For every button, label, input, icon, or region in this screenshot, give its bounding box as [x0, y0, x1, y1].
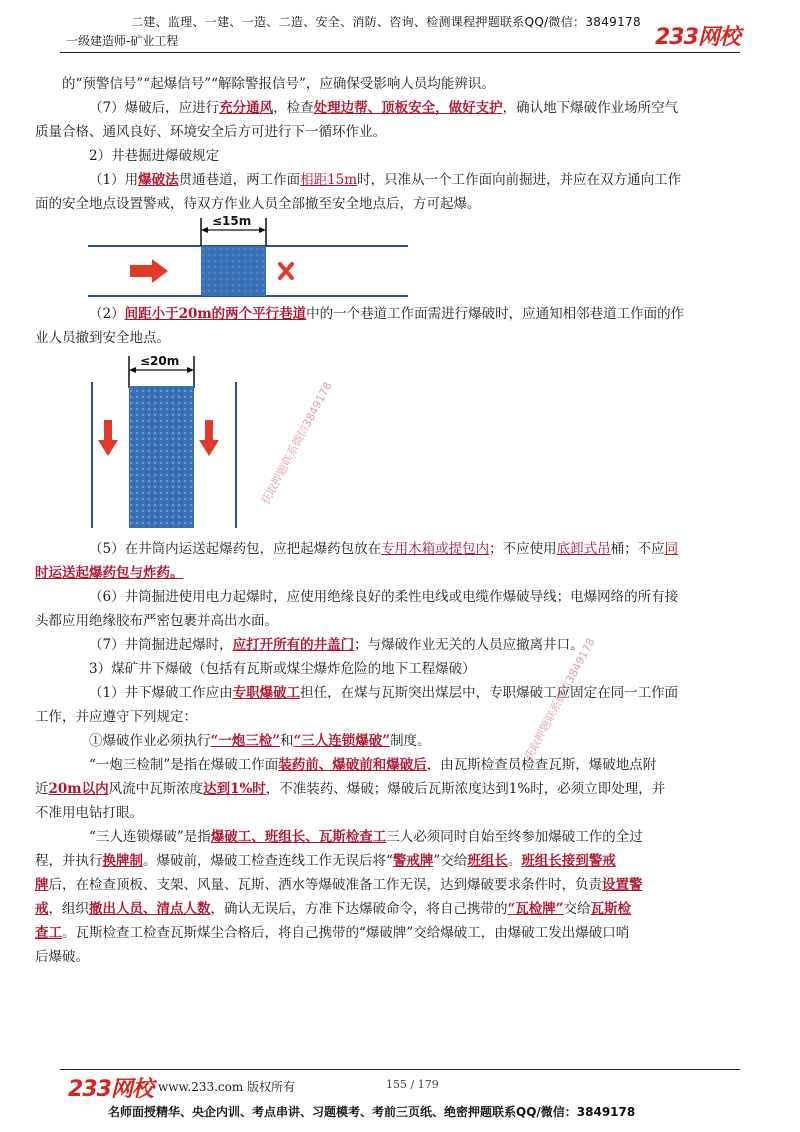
text: 三人必须同时自始至终参加爆破工作的全过 — [386, 829, 643, 845]
header-subject: 一级建造师-矿业工程 — [66, 34, 179, 48]
paragraph-shaft-transport — [35, 537, 742, 585]
text: ，不准装药、爆破；爆破后瓦斯浓度达到1%时，必须立即处理，并 — [265, 781, 666, 797]
text: （7）井筒掘进起爆时， — [89, 637, 233, 653]
key-term: 充分通风 — [219, 100, 274, 116]
text: 。瓦斯检查工检查瓦斯煤尘合格后，将自己携带的“爆破牌”交给爆破工，由爆破工发出爆破口哨 — [62, 925, 630, 941]
key-term: 装药前、爆破前和爆破后 — [278, 757, 427, 773]
text: 业人员撤到安全地点。 — [35, 330, 170, 346]
rock-pillar-block — [129, 386, 194, 528]
text: （6）井筒掘进使用电力起爆时，应使用绝缘良好的柔性电线或电缆作爆破导线；电爆网络的所有接 — [89, 589, 679, 605]
text: 担任，在煤与瓦斯突出煤层中，专职爆破工应固定在同一工作面 — [300, 685, 679, 701]
text: 2）井巷掘进爆破规定 — [89, 148, 220, 164]
key-term: 专职爆破工 — [232, 685, 301, 701]
key-term: 爆破工、班组长、瓦斯检查工 — [210, 829, 387, 845]
dimension-arrow-right — [259, 227, 266, 233]
paragraph-tunnel-breakthrough — [35, 168, 742, 216]
down-arrow-right-icon — [199, 420, 219, 456]
key-term: 相距15m — [300, 172, 358, 188]
dimension-arrow-right — [187, 367, 194, 373]
key-term: 设置警 — [602, 877, 643, 893]
text: 工作，并应遵守下列规定： — [35, 709, 197, 725]
paragraph-one-blast-three-checks — [35, 753, 742, 825]
header-divider — [60, 52, 740, 53]
text: 后，在检查顶板、支架、风量、瓦斯、洒水等爆破准备工作无误，达到爆破要求条件时，负责 — [48, 877, 602, 893]
text: 。爆破前，爆破工检查连线工作无误后将“ — [143, 853, 393, 869]
paragraph-parallel-tunnels — [35, 302, 742, 350]
key-term: 处理边帮、顶板安全，做好支护 — [313, 100, 503, 116]
paragraph-three-person-chain — [35, 825, 742, 969]
down-arrow-left-icon — [98, 420, 118, 456]
key-term: 撤出人员、清点人数 — [89, 901, 211, 917]
text: “三人连锁爆破”是指 — [89, 829, 211, 845]
text: ，确认地下爆破作业场所空气 — [502, 100, 679, 116]
text: 贯通巷道，两工作面 — [178, 172, 301, 188]
text: （1）用 — [89, 172, 139, 188]
text: 制度。 — [390, 733, 431, 749]
text: ，检查 — [273, 100, 314, 116]
text: “一炮三检制”是指在爆破工作面 — [89, 757, 279, 773]
key-term: 戒 — [35, 901, 49, 917]
key-term: “瓦检牌” — [507, 901, 564, 917]
dimension-label-20m: ≤20m — [140, 354, 180, 368]
text: 时，只准从一个工作面向前掘进，并应在双方通向工作 — [357, 172, 682, 188]
key-term: 瓦斯检 — [590, 901, 632, 917]
key-term: 时运送起爆药包与炸药。 — [35, 565, 184, 581]
paragraph-rule-1 — [62, 729, 742, 753]
footer-promo-text: 名师面授精华、央企内训、考点串讲、习题模考、考前三页纸、绝密押题联系QQ/微信：3849178 — [108, 1105, 636, 1119]
brand-logo-bottom[interactable]: 233网校 — [68, 1077, 153, 1102]
text: （7）爆破后，应进行 — [89, 100, 220, 116]
text: 。 — [507, 853, 522, 869]
text: ①爆破作业必须执行 — [89, 733, 211, 749]
key-term: 同 — [664, 541, 679, 557]
text: ，由瓦斯检查员检查瓦斯，爆破地点附 — [426, 757, 657, 773]
key-term: 专用木箱或提包内 — [381, 541, 490, 557]
diagram-15m-breakthrough — [88, 212, 408, 302]
paragraph-electric-blasting — [35, 585, 742, 633]
text: （5）在井筒内运送起爆药包，应把起爆药包放在 — [89, 541, 382, 557]
dimension-arrow-left — [129, 367, 136, 373]
paragraph-blast-ventilation — [35, 96, 742, 144]
diagram-20m-parallel — [88, 348, 248, 530]
key-term: 爆破法 — [138, 172, 179, 188]
text: ；不应使用 — [489, 541, 557, 557]
text: ，组织 — [48, 901, 89, 917]
header-promo-text: 二建、监理、一建、一造、二造、安全、消防、咨询、检测课程押题联系QQ/微信：3849178 — [131, 15, 641, 29]
text: 桶；不应 — [610, 541, 665, 557]
text: 中的一个巷道工作面需进行爆破时，应通知相邻巷道工作面的作 — [306, 306, 685, 322]
watermark-text: 获取押题联系微信3849178 — [258, 379, 335, 508]
paragraph-shaft-firing — [62, 633, 742, 657]
section-heading-shaft-tunnel — [62, 144, 742, 168]
key-term: “三人连锁爆破” — [293, 733, 391, 749]
key-term: 班组长 — [467, 853, 508, 869]
key-term: 警戒牌 — [392, 853, 434, 869]
text: 风流中瓦斯浓度 — [108, 781, 204, 797]
advance-arrow-icon — [130, 259, 168, 283]
text: ”交给 — [433, 853, 468, 869]
paragraph-blaster-duty — [35, 681, 742, 729]
watermark-text: 获取押题联系微信3849178 — [521, 635, 598, 764]
text: 交给 — [563, 901, 591, 917]
text: 面的安全地点设置警戒，待双方作业人员全部撤至安全地点后，方可起爆。 — [35, 196, 481, 212]
key-term: 班组长接到警戒 — [521, 853, 616, 869]
brand-logo-top[interactable]: 233网校 — [655, 25, 740, 50]
key-term: 达到1%时 — [203, 781, 266, 797]
text: 后爆破。 — [35, 949, 89, 965]
stop-x-icon — [280, 264, 292, 278]
text: 头都应用绝缘胶布严密包裹并高出水面。 — [35, 613, 278, 629]
dimension-label-15m: ≤15m — [212, 214, 252, 228]
key-term: 间距小于20m的两个平行巷道 — [124, 306, 307, 322]
section-heading-coal-mine — [62, 657, 742, 681]
text: ；与爆破作业无关的人员应撤离井口。 — [354, 637, 584, 653]
text: （1）井下爆破工作应由 — [89, 685, 233, 701]
footer-divider — [60, 1069, 740, 1070]
dimension-arrow-left — [201, 227, 208, 233]
text: 和 — [280, 733, 294, 749]
text: 质量合格、通风良好、环境安全后方可进行下一循环作业。 — [35, 124, 386, 140]
text: ，确认无误后，方准下达爆破命令，将自己携带的 — [210, 901, 508, 917]
text: 程，并执行 — [35, 853, 103, 869]
key-term: 查工 — [35, 925, 62, 941]
key-term: “一炮三检” — [210, 733, 281, 749]
key-term: 20m以内 — [48, 781, 109, 797]
key-term: 底卸式吊 — [556, 541, 611, 557]
key-term: 牌 — [35, 877, 49, 893]
paragraph-signals — [62, 72, 742, 96]
text: （2） — [89, 306, 125, 322]
footer-site-copyright[interactable]: www.233.com 版权所有 — [158, 1080, 296, 1094]
text: 不准用电钻打眼。 — [35, 805, 143, 821]
key-term: 应打开所有的井盖门 — [232, 637, 355, 653]
key-term: 换牌制 — [102, 853, 143, 869]
text: 近 — [35, 781, 49, 797]
text: 的“预警信号”“起爆信号”“解除警报信号”，应确保受影响人员均能辨识。 — [62, 76, 495, 92]
text: 3）煤矿井下爆破（包括有瓦斯或煤尘爆炸危险的地下工程爆破） — [89, 661, 476, 677]
page-number: 155 / 179 — [386, 1078, 439, 1091]
